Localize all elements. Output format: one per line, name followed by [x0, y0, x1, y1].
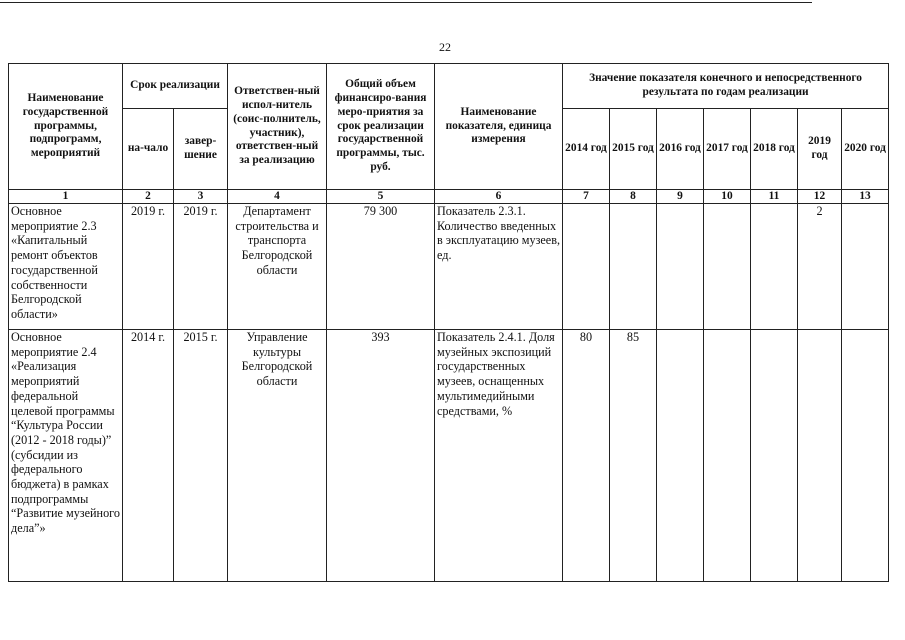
column-number: 8	[610, 190, 657, 204]
header-row-1	[9, 64, 889, 109]
header-executor: Ответствен-ный испол-нитель (соис-полнитель, участник), ответствен-ный за реализацию	[228, 64, 327, 190]
row-value: 85	[610, 330, 657, 582]
table-row	[9, 330, 889, 582]
row-executor: Департамент строительства и транспорта Белгородской области	[228, 204, 327, 330]
row-name: Основное мероприятие 2.4 «Реализация мероприятий федеральной целевой программы “Культура России (2012 - 2018 годы)” (субсидии из федерального бюджета) в рамках подпрограммы “Развитие музейного дела”»	[9, 330, 123, 582]
row-end: 2019 г.	[174, 204, 228, 330]
header-year: 2017 год	[704, 109, 751, 190]
header-indicator: Наименование показателя, единица измерения	[435, 64, 563, 190]
header-start: на-чало	[123, 109, 174, 190]
header-end: завер-шение	[174, 109, 228, 190]
row-start: 2014 г.	[123, 330, 174, 582]
row-funding: 393	[327, 330, 435, 582]
header-values-title: Значение показателя конечного и непосредственного результата по годам реализации	[563, 64, 889, 109]
header-funding: Общий объем финансиро-вания меро-приятия за срок реализации государственной программы, тыс. руб.	[327, 64, 435, 190]
row-value	[751, 204, 798, 330]
row-value	[657, 204, 704, 330]
column-number: 9	[657, 190, 704, 204]
header-year: 2014 год	[563, 109, 610, 190]
column-number: 5	[327, 190, 435, 204]
column-number: 3	[174, 190, 228, 204]
header-period: Срок реализации	[123, 64, 228, 109]
row-value	[704, 204, 751, 330]
header-name: Наименование государственной программы, подпрограмм, мероприятий	[9, 64, 123, 190]
row-value: 80	[563, 330, 610, 582]
program-table	[8, 63, 889, 582]
column-number: 13	[842, 190, 889, 204]
row-value	[751, 330, 798, 582]
row-value	[704, 330, 751, 582]
page-top-rule	[0, 2, 812, 3]
column-number: 12	[798, 190, 842, 204]
column-number: 1	[9, 190, 123, 204]
row-end: 2015 г.	[174, 330, 228, 582]
column-number: 11	[751, 190, 798, 204]
table-row	[9, 204, 889, 330]
header-year: 2015 год	[610, 109, 657, 190]
column-number: 6	[435, 190, 563, 204]
row-indicator: Показатель 2.4.1. Доля музейных экспозиций государственных музеев, оснащенных мультимедийными средствами, %	[435, 330, 563, 582]
row-name: Основное мероприятие 2.3 «Капитальный ремонт объектов государственной собственности Белгородской области»	[9, 204, 123, 330]
row-executor: Управление культуры Белгородской области	[228, 330, 327, 582]
header-year: 2018 год	[751, 109, 798, 190]
row-value	[842, 204, 889, 330]
column-number: 7	[563, 190, 610, 204]
row-indicator: Показатель 2.3.1. Количество введенных в эксплуатацию музеев, ед.	[435, 204, 563, 330]
row-value	[563, 204, 610, 330]
row-value	[610, 204, 657, 330]
header-year: 2019 год	[798, 109, 842, 190]
column-number-row	[9, 190, 889, 204]
column-number: 10	[704, 190, 751, 204]
page-number: 22	[439, 40, 451, 54]
column-number: 4	[228, 190, 327, 204]
row-value	[842, 330, 889, 582]
row-value: 2	[798, 204, 842, 330]
row-funding: 79 300	[327, 204, 435, 330]
row-value	[657, 330, 704, 582]
row-start: 2019 г.	[123, 204, 174, 330]
column-number: 2	[123, 190, 174, 204]
row-value	[798, 330, 842, 582]
header-year: 2020 год	[842, 109, 889, 190]
header-year: 2016 год	[657, 109, 704, 190]
